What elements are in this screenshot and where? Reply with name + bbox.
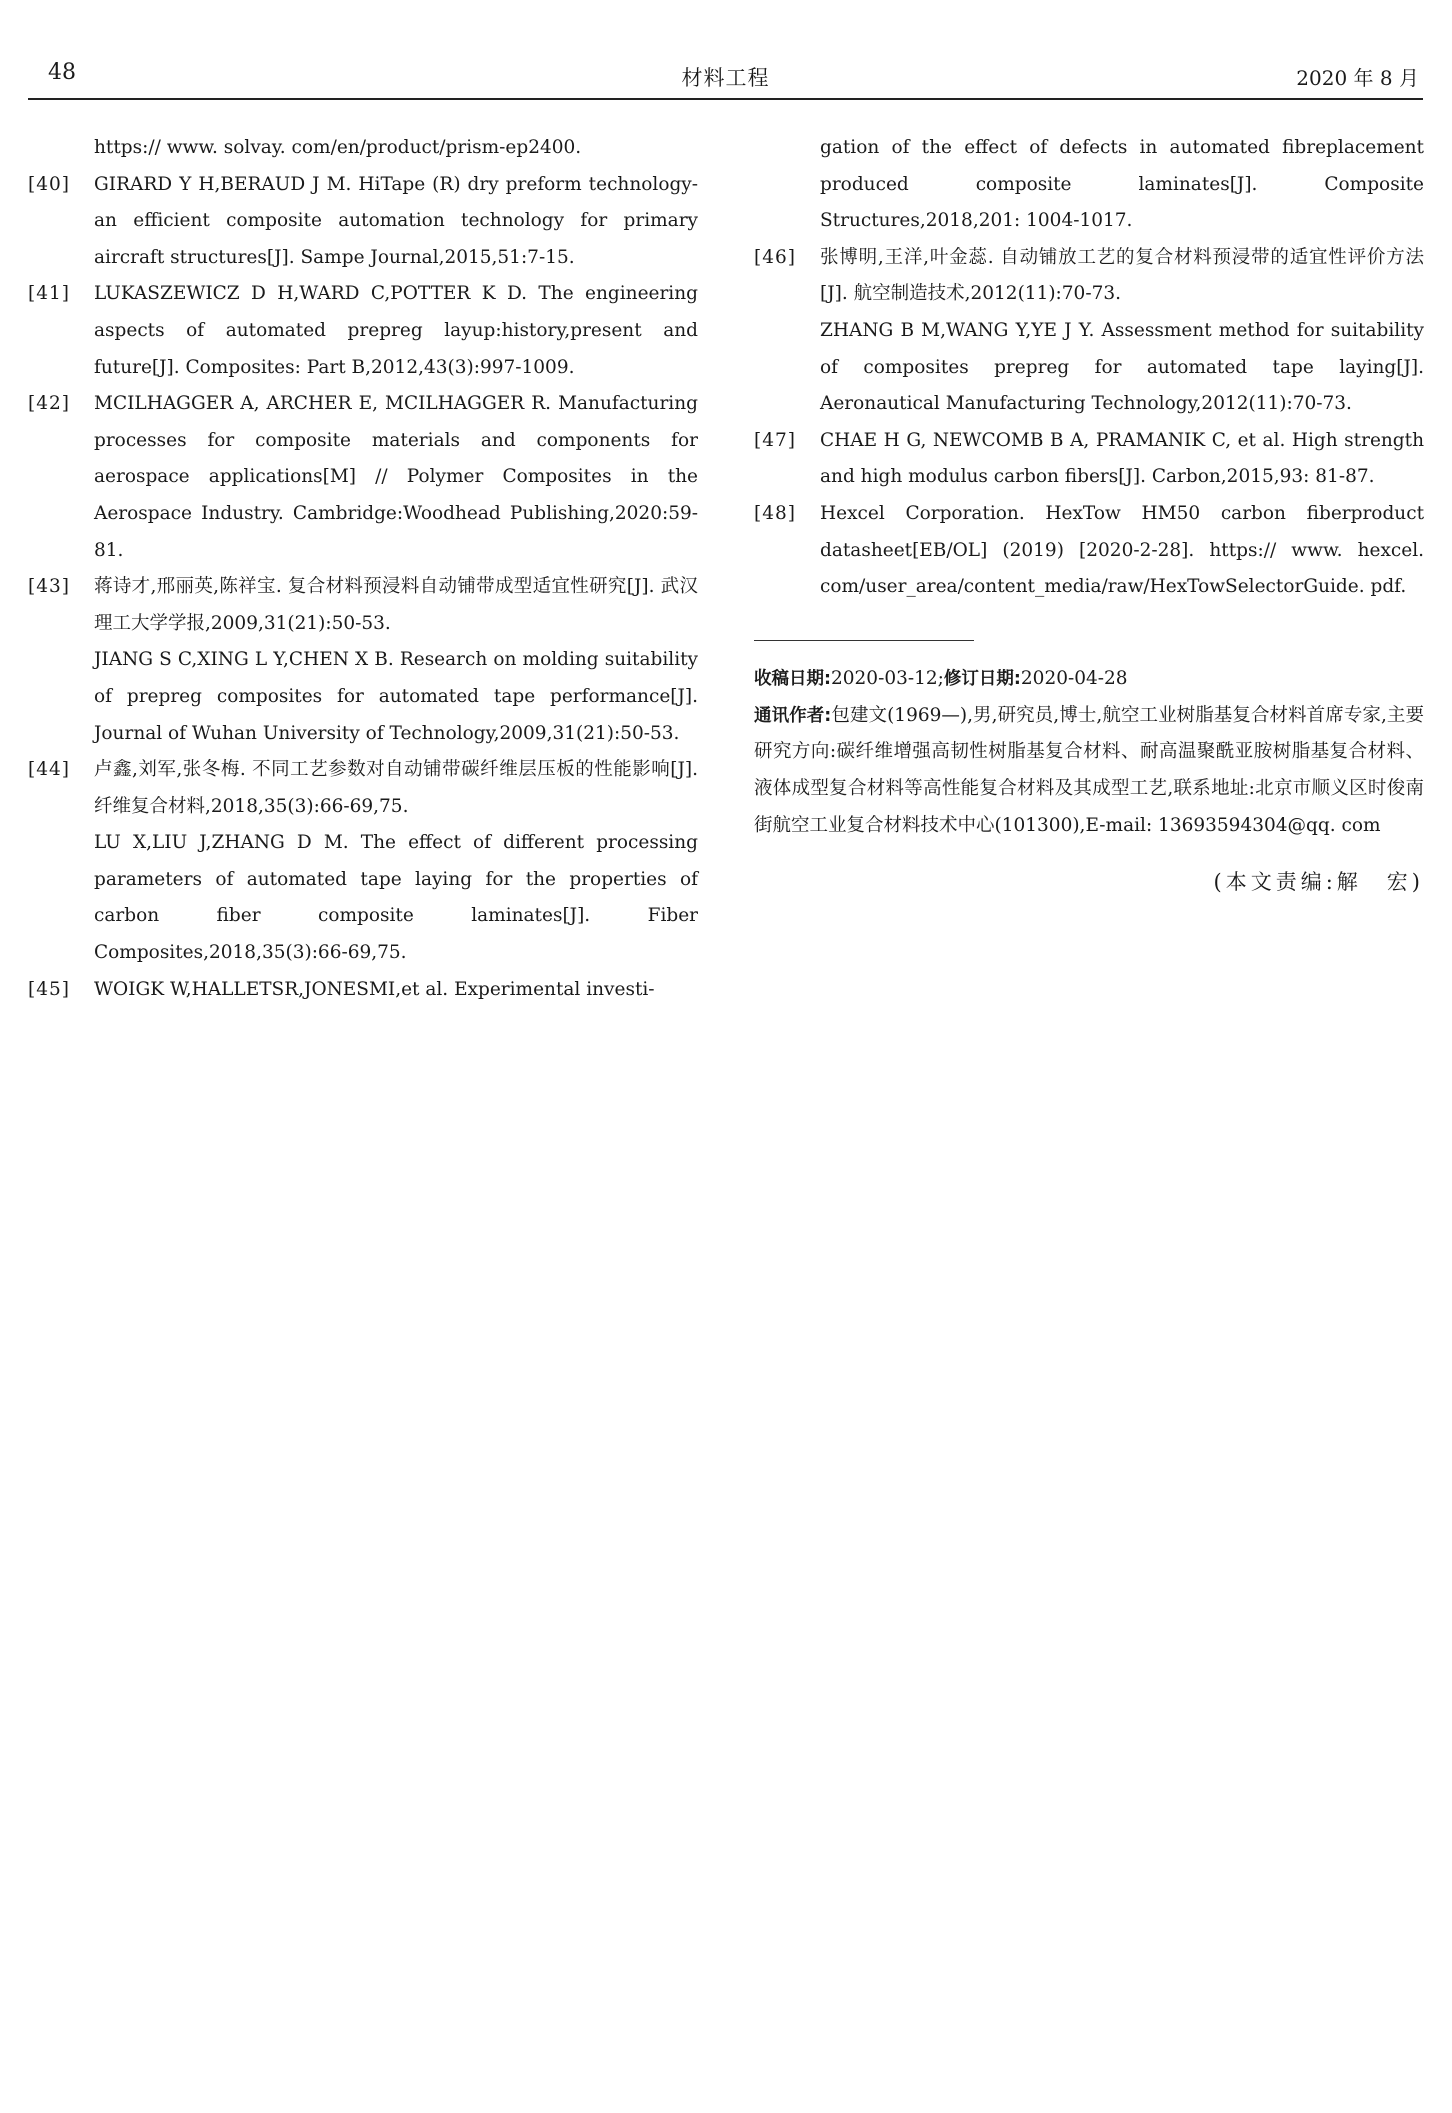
reference-text: JIANG S C,XING L Y,CHEN X B. Research on molding suitability of prepreg composites for automated tape performance[J]. Journal of Wuhan University of Technology,2009,31(21):50-53. — [94, 649, 698, 744]
reference-item — [28, 569, 698, 752]
reference-text: MCILHAGGER A, ARCHER E, MCILHAGGER R. Manufacturing processes for composite materials and components for aerospace applications[M] // Polymer Composites in the Aerospace Industry. Cambridge:Woodhead Publishing,2020:59-81. — [94, 393, 698, 561]
reference-text: WOIGK W,HALLETSR,JONESMI,et al. Experimental investi- — [94, 978, 655, 1000]
journal-title: 材料工程 — [681, 66, 770, 90]
right-column — [754, 130, 1424, 896]
reference-continuation: gation of the effect of defects in automated fibreplacement produced composite laminates[J]. Composite Structures,2018,201: 1004-1017. — [820, 137, 1424, 232]
reference-text: 蒋诗才,邢丽英,陈祥宝. 复合材料预浸料自动铺带成型适宜性研究[J]. 武汉理工大学学报,2009,31(21):50-53. — [94, 576, 698, 634]
corresponding-author — [754, 698, 1424, 844]
reference-number: [43] — [28, 576, 70, 598]
reference-text: LUKASZEWICZ D H,WARD C,POTTER K D. The engineering aspects of automated prepreg layup:history,present and future[J]. Composites: Part B,2012,43(3):997-1009. — [94, 283, 698, 378]
reference-item — [28, 972, 698, 1009]
received-label: 收稿日期: — [754, 669, 831, 690]
reference-item — [28, 167, 698, 277]
reference-number: [42] — [28, 393, 70, 415]
reference-item — [28, 752, 698, 972]
reference-text: 张博明,王洋,叶金蕊. 自动铺放工艺的复合材料预浸带的适宜性评价方法[J]. 航空制造技术,2012(11):70-73. — [820, 246, 1424, 305]
reference-item — [754, 496, 1424, 606]
reference-number: [48] — [754, 502, 796, 524]
header-rule — [28, 98, 1423, 100]
revised-label: 修订日期: — [943, 669, 1021, 690]
reference-item — [754, 423, 1424, 496]
reference-list-left — [28, 167, 698, 1009]
reference-item — [754, 240, 1424, 423]
reference-text: GIRARD Y H,BERAUD J M. HiTape (R) dry preform technology-an efficient composite automation technology for primary aircraft structures[J]. Sampe Journal,2015,51:7-15. — [94, 173, 698, 268]
reference-number: [46] — [754, 246, 796, 268]
editor-note: (本文责编:解 宏) — [1213, 870, 1424, 895]
reference-text: 卢鑫,刘军,张冬梅. 不同工艺参数对自动铺带碳纤维层压板的性能影响[J]. 纤维复合材料,2018,35(3):66-69,75. — [94, 759, 698, 817]
received-info — [754, 661, 1424, 698]
reference-number: [45] — [28, 978, 70, 1000]
footnote-divider — [754, 640, 974, 642]
issue-date: 2020 年 8 月 — [1296, 66, 1419, 90]
reference-number: [44] — [28, 759, 70, 781]
reference-continuation: https:// www. solvay. com/en/product/prism-ep2400. — [94, 137, 582, 158]
reference-text: Hexcel Corporation. HexTow HM50 carbon fiberproduct datasheet[EB/OL] (2019) [2020-2-28]. https:// www. hexcel. com/user_area/content_media/raw/HexTowSelectorGuide. pdf. — [820, 502, 1424, 598]
reference-number: [41] — [28, 283, 70, 305]
page-number: 48 — [48, 60, 76, 85]
reference-text: LU X,LIU J,ZHANG D M. The effect of different processing parameters of automated tape laying for the properties of carbon fiber composite laminates[J]. Fiber Composites,2018,35(3):66-69,75. — [94, 832, 698, 964]
reference-text: CHAE H G, NEWCOMB B A, PRAMANIK C, et al. High strength and high modulus carbon fibers[J]. Carbon,2015,93: 81-87. — [820, 429, 1424, 488]
reference-text: ZHANG B M,WANG Y,YE J Y. Assessment method for suitability of composites prepreg for automated tape laying[J]. Aeronautical Manufacturing Technology,2012(11):70-73. — [820, 319, 1424, 415]
author-label: 通讯作者: — [754, 705, 832, 726]
revised-date: 2020-04-28 — [1020, 668, 1128, 690]
left-column — [28, 130, 698, 1008]
received-date: 2020-03-12; — [831, 668, 944, 690]
page-header — [28, 56, 1423, 96]
reference-item — [28, 386, 698, 569]
reference-number: [40] — [28, 173, 70, 195]
reference-item — [28, 276, 698, 386]
reference-list-right — [754, 240, 1424, 606]
author-text: 包建文(1969—),男,研究员,博士,航空工业树脂基复合材料首席专家,主要研究方向:碳纤维增强高韧性树脂基复合材料、耐高温聚酰亚胺树脂基复合材料、液体成型复合材料等高性能复合材料及其成型工艺,联系地址:北京市顺义区时俊南街航空工业复合材料技术中心(101300),E-mail: 13693594304@qq. com — [754, 704, 1425, 836]
reference-number: [47] — [754, 429, 796, 451]
